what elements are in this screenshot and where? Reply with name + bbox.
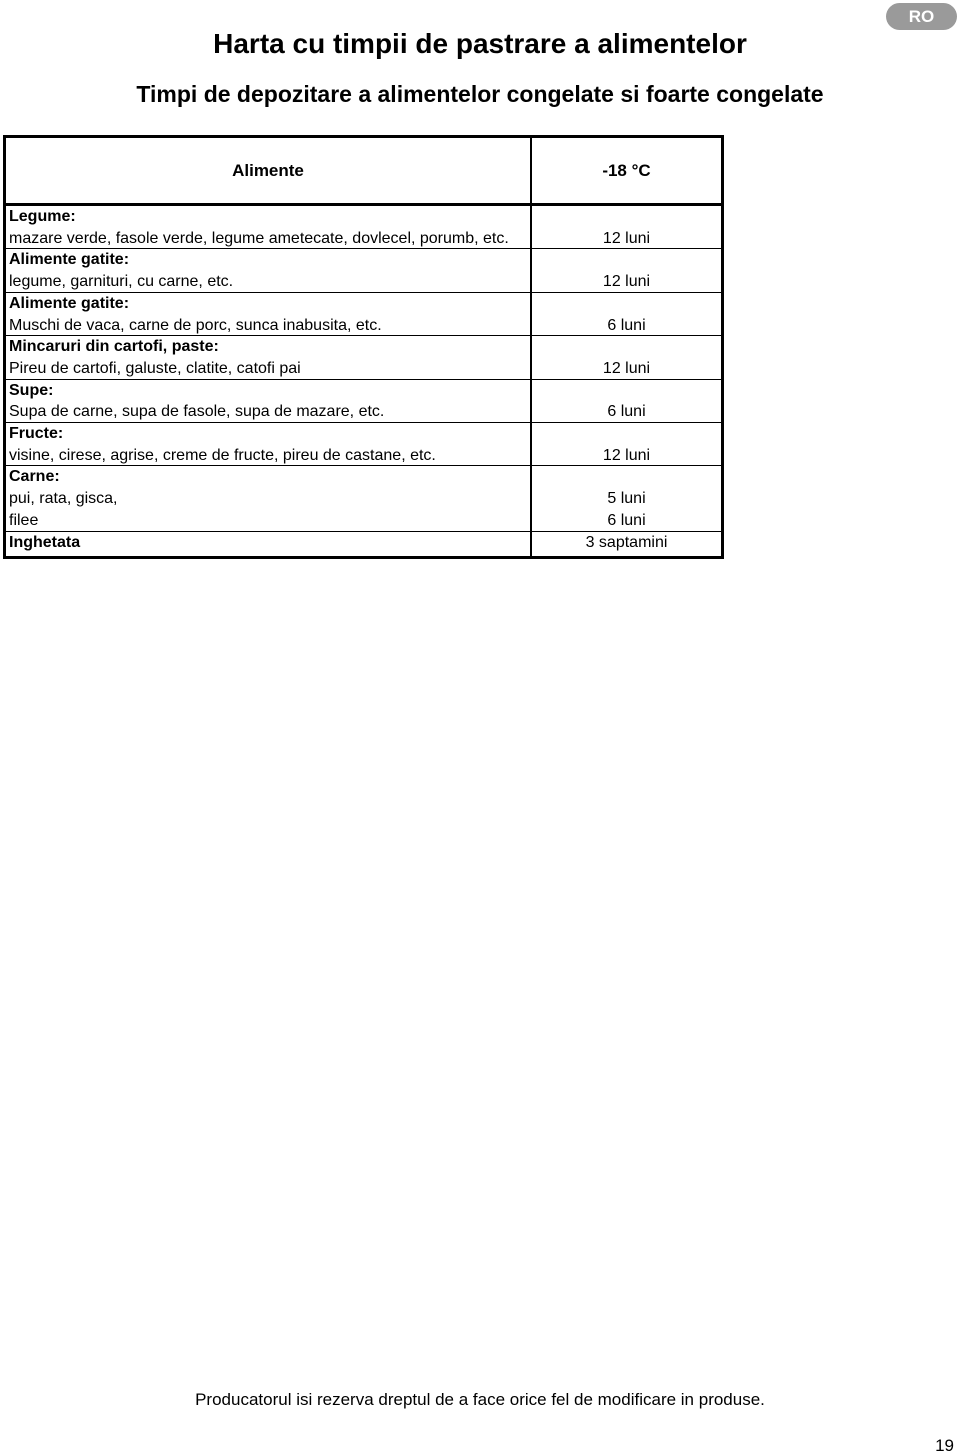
row-category: Legume: (9, 208, 76, 225)
table-row-label (9, 206, 529, 249)
row-description: mazare verde, fasole verde, legume ametecate, dovlecel, porumb, etc. (9, 229, 509, 247)
row-storage-time: 3 saptamini (585, 533, 668, 551)
row-description: legume, garnituri, cu carne, etc. (9, 273, 234, 291)
row-description: filee (9, 511, 39, 529)
table-row-label (9, 249, 529, 292)
row-category: Alimente gatite: (9, 294, 130, 312)
column-header-food: Alimente (232, 160, 304, 180)
row-category: Alimente gatite: (9, 251, 130, 269)
row-description: Supa de carne, supa de fasole, supa de mazare, etc. (9, 403, 385, 421)
table-row-label (9, 336, 529, 379)
table-row-label (9, 293, 529, 336)
row-category: Carne: (9, 468, 60, 486)
language-badge: RO (886, 3, 957, 30)
row-description: Pireu de cartofi, galuste, clatite, catofi pai (9, 359, 301, 377)
table-row-label (9, 380, 529, 423)
table-row-label (9, 532, 529, 554)
footer-note: Producatorul isi rezerva dreptul de a face orice fel de modificare in produse. (195, 1390, 765, 1409)
page-number: 19 (935, 1436, 954, 1455)
row-storage-time: 12 luni (602, 359, 651, 377)
row-storage-time: 12 luni (602, 446, 651, 464)
row-category: Fructe: (9, 425, 64, 442)
row-category: Inghetata (9, 533, 81, 551)
storage-table (3, 135, 724, 559)
page-subtitle: Timpi de depozitare a alimentelor congelate si foarte congelate (136, 81, 824, 107)
row-storage-time: 6 luni (607, 316, 646, 334)
column-header-temperature: -18 °C (602, 160, 651, 180)
row-description: Muschi de vaca, carne de porc, sunca inabusita, etc. (9, 316, 382, 334)
row-storage-time: 12 luni (602, 273, 651, 291)
row-description: pui, rata, gisca, (9, 490, 118, 508)
table-row-label (9, 466, 529, 531)
row-storage-time: 12 luni (602, 229, 651, 247)
row-storage-time: 5 luni (607, 490, 646, 508)
row-category: Supe: (9, 381, 54, 399)
row-category: Mincaruri din cartofi, paste: (9, 338, 219, 356)
row-storage-time: 6 luni (607, 511, 646, 529)
row-storage-time: 6 luni (607, 403, 646, 421)
row-description: visine, cirese, agrise, creme de fructe, pireu de castane, etc. (9, 446, 436, 464)
page-title: Harta cu timpii de pastrare a alimentelor (213, 28, 747, 59)
table-row-label (9, 423, 529, 466)
